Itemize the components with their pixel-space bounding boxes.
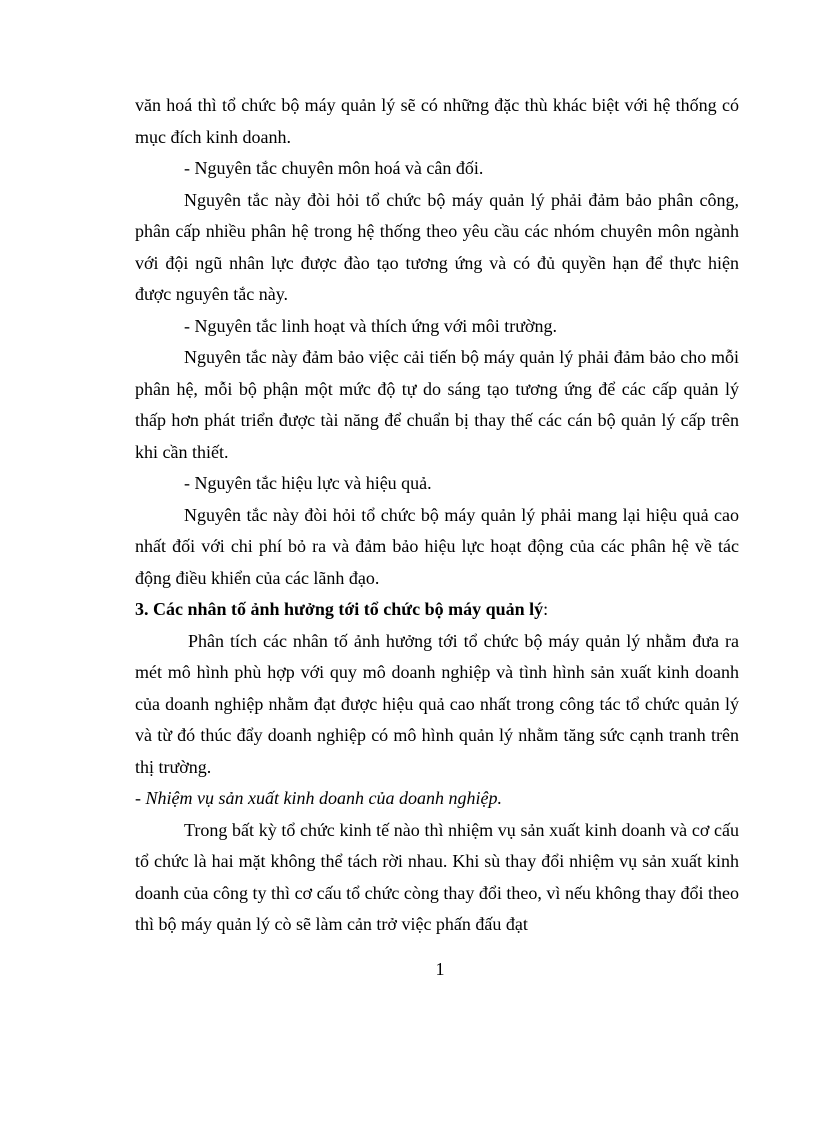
paragraph-specialization: Nguyên tắc này đòi hỏi tổ chức bộ máy quản lý phải đảm bảo phân công, phân cấp nhiều phân hệ trong hệ thống theo yêu cầu các nhóm chuyên môn ngành với đội ngũ nhân lực được đào tạo tương ứng và có đủ quyền hạn để thực hiện được nguyên tắc này.	[135, 189, 739, 304]
factor-dash: -	[135, 788, 146, 808]
section-heading-colon: :	[543, 599, 549, 619]
paragraph-flexibility: Nguyên tắc này đảm bảo việc cải tiến bộ máy quản lý phải đảm bảo cho mỗi phân hệ, mỗi bộ phận một mức độ tự do sáng tạo tương ứng để các cấp quản lý thấp hơn phát triển được tài năng để chuẩn bị thay thế các cán bộ quản lý cấp trên khi cần thiết.	[135, 347, 739, 462]
principle-flexibility: - Nguyên tắc linh hoạt và thích ứng với môi trường.	[184, 315, 557, 336]
paragraph-factors-intro: Phân tích các nhân tố ảnh hưởng tới tổ chức bộ máy quản lý nhằm đưa ra mét mô hình phù hợp với quy mô doanh nghiệp và tình hình sản xuất kinh doanh của doanh nghiệp nhằm đạt được hiệu quả cao nhất trong công tác tổ chức quản lý và từ đó thúc đẩy doanh nghiệp có mô hình quản lý nhằm tăng sức cạnh tranh trên thị trường.	[135, 630, 739, 777]
principle-effectiveness: - Nguyên tắc hiệu lực và hiệu quả.	[184, 473, 432, 493]
section-heading	[135, 594, 739, 626]
document-body	[135, 90, 739, 941]
factor-business-task	[135, 783, 739, 815]
section-heading-text: 3. Các nhân tố ảnh hưởng tới tổ chức bộ máy quản lý	[135, 599, 544, 619]
paragraph-business-task: Trong bất kỳ tổ chức kinh tế nào thì nhiệm vụ sản xuất kinh doanh và cơ cấu tổ chức là hai mặt không thể tách rời nhau. Khi sù thay đổi nhiệm vụ sản xuất kinh doanh của công ty thì cơ cấu tổ chức còng thay đổi theo, vì nếu không thay đổi theo thì bộ máy quản lý cò sẽ làm cản trở việc phấn đấu đạt	[135, 819, 739, 934]
factor-business-task-text: Nhiệm vụ sản xuất kinh doanh của doanh nghiệp.	[145, 788, 502, 808]
page-number: 1	[435, 959, 445, 979]
paragraph-effectiveness: Nguyên tắc này đòi hỏi tổ chức bộ máy quản lý phải mang lại hiệu quả cao nhất đối với chi phí bỏ ra và đảm bảo hiệu lực hoạt động của các phân hệ về tác động điều khiển của các lãnh đạo.	[135, 504, 739, 588]
principle-specialization: - Nguyên tắc chuyên môn hoá và cân đối.	[184, 158, 484, 178]
paragraph-continuation: văn hoá thì tổ chức bộ máy quản lý sẽ có những đặc thù khác biệt với hệ thống có mục đích kinh doanh.	[135, 95, 739, 147]
